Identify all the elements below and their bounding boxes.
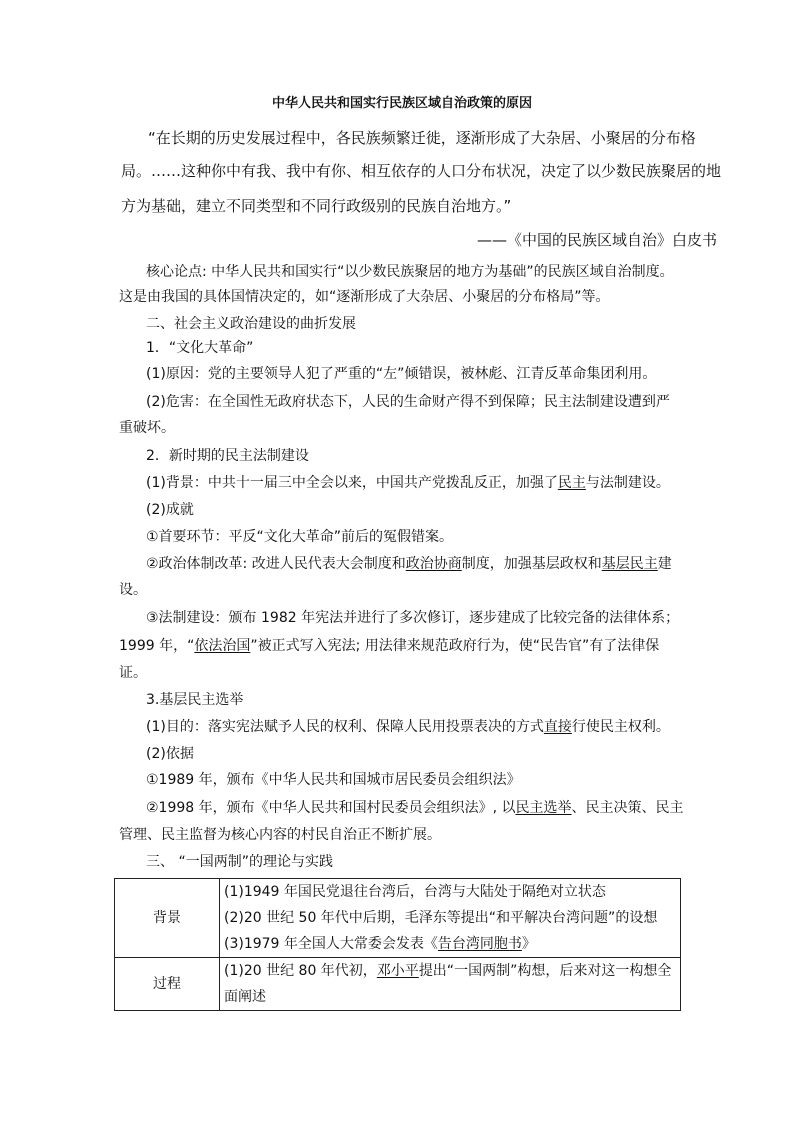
table-row: [115, 879, 681, 958]
table-row-header: 背景: [115, 879, 220, 958]
core-argument-line-2: 这是由我国的具体国情决定的，如“逐渐形成了大杂居、小聚居的分布格局”等。: [119, 289, 610, 305]
election-basis-label: (2)依据: [146, 746, 194, 762]
underlined-term: 政治协商: [405, 556, 462, 572]
underlined-term: 告台湾同胞书: [437, 936, 522, 952]
achievement-2-cont: 设。: [119, 582, 147, 598]
underlined-term: 民主: [557, 475, 586, 491]
election-basis-2: ②1998 年，颁布《中华人民共和国村民委员会组织法》, 以民主选举、民主决策、民主: [146, 800, 684, 816]
quote-source: ——《中国的民族区域自治》白皮书: [477, 231, 718, 249]
election-basis-1: ①1989 年，颁布《中华人民共和国城市居民委员会组织法》: [146, 772, 521, 788]
underlined-term: 依法治国: [194, 638, 251, 654]
quote-line-3: 方为基础，建立不同类型和不同行政级别的民族自治地方。”: [121, 197, 512, 215]
new-era-background: (1)背景：中共十一届三中全会以来，中国共产党拨乱反正，加强了民主与法制建设。: [146, 475, 670, 491]
election-basis-2-cont: 管理、民主监督为核心内容的村民自治正不断扩展。: [119, 827, 441, 843]
table-row: [115, 958, 681, 1011]
achievements-label: (2)成就: [146, 502, 194, 518]
one-country-two-systems-table: [114, 878, 681, 1011]
underlined-term: 直接: [543, 719, 572, 735]
subsection-3-heading: 3.基层民主选举: [146, 692, 244, 708]
achievement-3-line-1: ③法制建设：颁布 1982 年宪法并进行了多次修订，逐步建成了比较完备的法律体系；: [146, 610, 680, 626]
section-2-heading: 二、社会主义政治建设的曲折发展: [146, 316, 356, 332]
subsection-1-heading: 1．“文化大革命”: [146, 340, 254, 356]
underlined-term: 基层民主: [601, 556, 658, 572]
subsection-2-heading: 2．新时期的民主法制建设: [146, 448, 309, 464]
document-title: 中华人民共和国实行民族区域自治政策的原因: [272, 96, 533, 111]
table-row-header: 过程: [115, 958, 220, 1011]
achievement-1: ①首要环节：平反“文化大革命”前后的冤假错案。: [146, 529, 454, 545]
underlined-term: 民主选举: [515, 800, 572, 816]
achievement-3-line-3: 证。: [119, 665, 147, 681]
cultural-revolution-harm-1: (2)危害：在全国性无政府状态下，人民的生命财产得不到保障；民主法制建设遭到严: [146, 394, 670, 410]
achievement-2: ②政治体制改革: 改进人民代表大会制度和政治协商制度，加强基层政权和基层民主建: [146, 556, 672, 572]
table-cell: (1)20 世纪 80 年代初，邓小平提出“一国两制”构想，后来对这一构想全 面阐述: [220, 958, 681, 1011]
achievement-3-line-2: 1999 年，“依法治国”被正式写入宪法; 用法律来规范政府行为，使“民告官”有了法律保: [119, 638, 660, 654]
table-cell: (1)1949 年国民党退往台湾后，台湾与大陆处于隔绝对立状态 (2)20 世纪 50 年代中后期，毛泽东等提出“和平解决台湾问题”的设想 (3)1979 年全国人大常委会发表《告台湾同胞书》: [220, 879, 681, 958]
cultural-revolution-harm-2: 重破坏。: [119, 420, 175, 436]
section-3-heading: 三、 “一国两制”的理论与实践: [146, 854, 333, 870]
quote-line-1: “在长期的历史发展过程中，各民族频繁迁徙，逐渐形成了大杂居、小聚居的分布格: [148, 129, 696, 147]
core-argument-line-1: 核心论点: 中华人民共和国实行“以少数民族聚居的地方为基础”的民族区域自治制度。: [146, 264, 674, 280]
election-goal: (1)目的：落实宪法赋予人民的权利、保障人民用投票表决的方式直接行使民主权利。: [146, 719, 670, 735]
underlined-term: 邓小平: [376, 963, 419, 979]
cultural-revolution-reason: (1)原因：党的主要领导人犯了严重的“左”倾错误，被林彪、江青反革命集团利用。: [146, 366, 657, 382]
quote-line-2: 局。……这种你中有我、我中有你、相互依存的人口分布状况，决定了以少数民族聚居的地: [121, 162, 722, 180]
